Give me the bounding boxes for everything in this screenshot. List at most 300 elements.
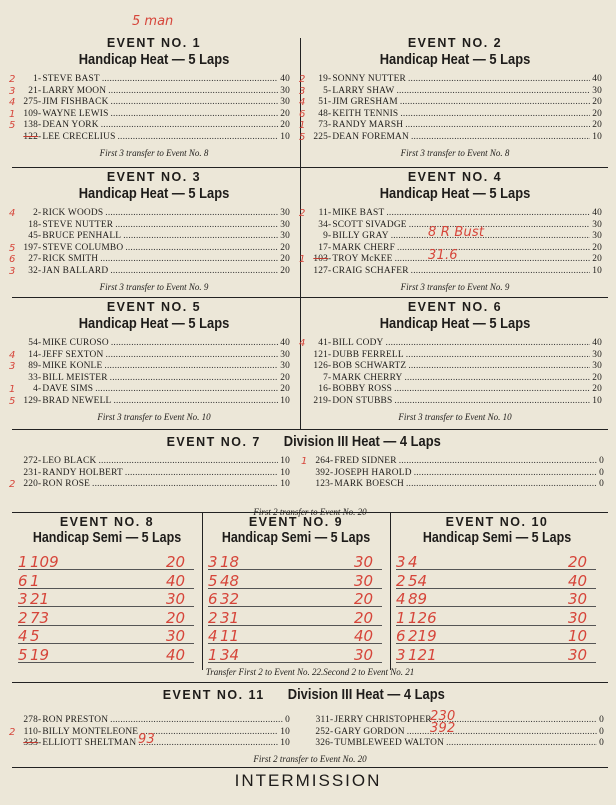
entry-row [308, 350, 602, 362]
event-7 [9, 433, 604, 517]
entry-row [18, 231, 290, 243]
driver-name: JERRY CHRISTOPHER [334, 715, 432, 725]
points: 30 [592, 85, 602, 96]
dash-separator: - [328, 242, 332, 253]
hw-mark: 4 [299, 97, 306, 109]
hw-mark: 1 [9, 384, 16, 396]
entry-row [299, 131, 602, 144]
entry-row [299, 248, 602, 266]
event-4 [299, 170, 602, 292]
event-number: EVENT NO. 7 [166, 435, 261, 449]
entry-row [9, 361, 290, 373]
entry-list [9, 338, 290, 408]
dash-separator: - [328, 231, 332, 242]
entry-row [301, 456, 604, 468]
leader-dots [397, 243, 590, 255]
dash-separator: - [38, 131, 42, 142]
car-number: 54 [28, 338, 38, 348]
entry-row [18, 132, 290, 144]
leader-dots [399, 456, 597, 468]
semi-points: 30 [166, 590, 186, 608]
entry-row [18, 732, 290, 750]
car-number: 129 [23, 395, 38, 406]
car-number: 34 [318, 219, 328, 230]
entry-row [9, 254, 290, 266]
hw-mark: 5 [299, 131, 306, 143]
car-number: 126 [313, 361, 328, 372]
semi-position: 1 [18, 553, 28, 571]
driver-name: MIKE BAST [332, 208, 385, 218]
event-title: Handicap Heat — 5 Laps [78, 315, 230, 332]
entry-row [18, 373, 290, 385]
car-number: 311 [315, 715, 330, 725]
car-number: 122 [23, 131, 38, 142]
semi-position: 6 [18, 571, 28, 590]
intermission-footer: INTERMISSION [234, 771, 382, 790]
semi-points: 30 [568, 645, 588, 664]
leader-dots [105, 350, 278, 362]
semi-car-number: 54 [408, 571, 428, 590]
driver-name: DON STUBBS [332, 395, 393, 406]
entry-row [9, 85, 290, 98]
dash-separator: - [328, 108, 332, 119]
semi-car-number: 4 [408, 553, 418, 571]
entry-row [299, 74, 602, 86]
handwritten-note: 31.6 [428, 248, 458, 264]
entry-row [9, 479, 290, 491]
dash-separator: - [330, 467, 334, 478]
driver-name: JOSEPH HAROLD [334, 467, 412, 478]
transfer-note: First 3 transfer to Event No. 8 [99, 147, 209, 158]
points: 20 [592, 254, 602, 265]
dash-separator: - [38, 384, 42, 395]
points: 30 [280, 208, 290, 218]
entry-row [9, 242, 290, 255]
driver-name: LEE CRECELIUS [42, 131, 116, 142]
driver-name: MARK CHERRY [332, 372, 403, 383]
dash-separator: - [328, 349, 332, 360]
car-number: 73 [318, 120, 328, 131]
entry-row [18, 715, 290, 727]
dash-separator: - [330, 479, 334, 490]
points: 0 [599, 456, 604, 466]
points: 20 [592, 97, 602, 108]
handwritten-note: 93 [138, 732, 155, 748]
hw-mark: 4 [9, 349, 16, 361]
event-title: Handicap Heat — 5 Laps [78, 185, 230, 202]
hw-mark: 1 [301, 456, 308, 467]
car-number: 32 [28, 265, 38, 276]
event-2 [299, 36, 602, 158]
car-number: 219 [313, 395, 328, 406]
semi-position: 2 [396, 571, 406, 590]
semi-car-number: 18 [220, 553, 240, 571]
semi-position: 5 [208, 571, 218, 590]
car-number: 392 [315, 467, 330, 478]
entry-row [308, 384, 602, 396]
event-1 [9, 36, 290, 158]
semi-position: 2 [18, 608, 28, 627]
driver-name: RANDY HOLBERT [42, 467, 123, 478]
semi-points: 20 [166, 553, 186, 571]
points: 20 [592, 120, 602, 131]
semi-position: 3 [208, 553, 218, 571]
hw-mark: 2 [299, 74, 306, 85]
entry-row [9, 120, 290, 132]
dash-separator: - [38, 108, 42, 119]
driver-name: RANDY MARSH [332, 120, 404, 131]
car-number: 9 [323, 231, 328, 242]
driver-name: BOB SCHWARTZ [332, 361, 407, 372]
semi-position: 3 [18, 590, 28, 608]
leader-dots [95, 384, 278, 396]
event-title: Handicap Heat — 5 Laps [379, 315, 531, 332]
car-number: 109 [23, 108, 38, 119]
car-number: 18 [28, 219, 38, 230]
entry-row [308, 396, 602, 408]
semi-car-number: 1 [30, 571, 40, 590]
entry-list [9, 208, 290, 278]
car-number: 1 [33, 74, 38, 84]
driver-name: LARRY MOON [42, 85, 107, 96]
points: 20 [592, 108, 602, 119]
handwritten-note: 392 [430, 720, 456, 736]
entry-row [310, 479, 604, 491]
dash-separator: - [328, 208, 332, 218]
driver-name: LARRY SHAW [332, 85, 395, 96]
dash-separator: - [38, 372, 42, 383]
entry-row [18, 220, 290, 232]
semi-position: 4 [18, 627, 28, 645]
car-number: 4 [33, 384, 38, 395]
dash-separator: - [38, 254, 42, 265]
dash-separator: - [38, 231, 42, 242]
points: 30 [280, 85, 290, 96]
entry-row [299, 108, 602, 121]
points: 20 [592, 372, 602, 383]
car-number: 33 [28, 372, 38, 383]
entry-row [9, 74, 290, 86]
hw-mark: 4 [299, 338, 306, 349]
car-number: 16 [318, 384, 328, 395]
leader-dots [101, 120, 278, 132]
entry-row [18, 468, 290, 480]
car-number: 17 [318, 242, 328, 253]
car-number: 127 [313, 265, 328, 276]
dash-separator: - [38, 74, 42, 84]
semi-car-number: 19 [30, 645, 50, 664]
event-9 [204, 515, 388, 546]
dash-separator: - [330, 456, 334, 466]
leader-dots [394, 384, 590, 396]
points: 30 [592, 219, 602, 230]
points: 10 [592, 131, 602, 142]
leader-dots [102, 74, 278, 86]
leader-dots [434, 715, 597, 727]
dash-separator: - [328, 384, 332, 395]
event-number: EVENT NO. 6 [407, 300, 503, 314]
points: 0 [599, 467, 604, 478]
leader-dots [92, 479, 278, 491]
driver-name: JAN BALLARD [42, 265, 109, 276]
transfer-note: First 3 transfer to Event No. 8 [400, 147, 510, 158]
handwritten-note: 230 [430, 709, 456, 724]
dash-separator: - [328, 219, 332, 230]
driver-name: MIKE KONLE [42, 361, 103, 372]
leader-dots [408, 74, 590, 86]
row-divider-6 [12, 767, 608, 768]
semi-transfer-note: Transfer First 2 to Event No. 22.Second 2 to Event No. 21 [205, 667, 415, 677]
leader-dots [110, 266, 278, 278]
semi-car-number: 5 [30, 627, 40, 645]
points: 10 [280, 738, 290, 749]
car-number: 45 [28, 231, 38, 242]
driver-name: BILLY GRAY [332, 231, 389, 242]
dash-separator: - [38, 85, 42, 96]
row-divider-2 [12, 297, 608, 298]
semi-car-number: 48 [220, 571, 240, 590]
semi-position: 4 [396, 590, 406, 608]
event-10 [392, 515, 602, 546]
event-8 [14, 515, 200, 546]
event-11-columns [9, 709, 604, 750]
points: 0 [599, 738, 604, 749]
transfer-note: First 3 transfer to Event No. 10 [398, 411, 512, 422]
hw-mark: 2 [299, 208, 306, 219]
points: 0 [285, 715, 290, 725]
points: 30 [280, 361, 290, 372]
entry-row [310, 468, 604, 480]
semi-position: 6 [396, 627, 406, 645]
top-handwritten-note: 5 man [132, 14, 174, 29]
car-number: 333 [23, 738, 38, 749]
dash-separator: - [328, 338, 332, 348]
leader-dots [113, 396, 278, 408]
driver-name: DEAN YORK [42, 120, 99, 131]
leader-dots [394, 396, 590, 408]
semi-points: 40 [568, 571, 588, 590]
dash-separator: - [328, 265, 332, 276]
event-title: Division III Heat — 4 Laps [287, 686, 445, 703]
dash-separator: - [38, 726, 42, 737]
dash-separator: - [38, 479, 42, 490]
driver-name: STEVE NUTTER [42, 219, 114, 230]
hw-mark: 3 [9, 265, 16, 277]
points: 20 [280, 384, 290, 395]
leader-dots [386, 208, 590, 220]
entry-row [9, 108, 290, 121]
car-number: 272 [23, 456, 38, 466]
leader-dots [111, 338, 278, 350]
points: 20 [280, 120, 290, 131]
semi-car-number: 21 [30, 590, 50, 608]
event-3 [9, 170, 290, 292]
leader-dots [395, 254, 591, 266]
hw-mark: 6 [9, 254, 16, 266]
points: 10 [280, 467, 290, 478]
entry-row [9, 208, 290, 220]
points: 10 [280, 479, 290, 490]
semi-position: 5 [18, 645, 28, 664]
car-number: 11 [318, 208, 328, 218]
leader-dots [400, 109, 590, 121]
hw-mark: 4 [9, 208, 16, 219]
dash-separator: - [328, 120, 332, 131]
driver-name: BILLY MONTELEONE [42, 726, 139, 737]
dash-separator: - [38, 467, 42, 478]
semi-divider-2 [390, 512, 391, 670]
car-number: 197 [23, 242, 38, 253]
semi-points: 30 [354, 645, 374, 664]
points: 30 [592, 231, 602, 242]
entry-row [9, 349, 290, 362]
transfer-note: First 2 transfer to Event No. 20 [253, 753, 367, 764]
points: 10 [280, 395, 290, 406]
hw-mark: 3 [9, 85, 16, 97]
driver-name: LEO BLACK [42, 456, 97, 466]
dash-separator: - [38, 349, 42, 360]
points: 30 [592, 349, 602, 360]
semi-position: 4 [208, 627, 218, 645]
entry-list-right [301, 456, 604, 491]
leader-dots [105, 208, 278, 220]
semi-points: 30 [568, 590, 588, 608]
semi-points: 20 [354, 590, 374, 608]
car-number: 51 [318, 97, 328, 108]
event-title: Handicap Semi — 5 Laps [221, 530, 371, 546]
entry-row [299, 85, 602, 98]
hw-mark: 5 [9, 395, 16, 407]
semi-result-line [396, 569, 596, 570]
entry-row [9, 395, 290, 408]
dash-separator: - [38, 738, 42, 749]
points: 40 [592, 338, 602, 348]
car-number: 27 [28, 254, 38, 265]
semi-car-number: 126 [408, 608, 437, 627]
dash-separator: - [330, 715, 334, 725]
leader-dots [100, 254, 278, 266]
car-number: 41 [318, 338, 328, 348]
dash-separator: - [328, 85, 332, 96]
driver-name: BRAD NEWELL [42, 395, 112, 406]
leader-dots [110, 373, 279, 385]
dash-separator: - [328, 74, 332, 84]
leader-dots [140, 727, 278, 739]
event-number: EVENT NO. 5 [106, 300, 202, 314]
event-5 [9, 300, 290, 422]
car-number: 89 [28, 361, 38, 372]
transfer-note: First 2 transfer to Event No. 20 [253, 506, 367, 517]
semi-points: 30 [166, 627, 186, 645]
driver-name: BILL CODY [332, 338, 384, 348]
entry-row [9, 384, 290, 396]
event-number: EVENT NO. 2 [407, 36, 503, 50]
semi-position: 1 [208, 645, 218, 664]
entry-row [9, 265, 290, 278]
car-number: 278 [23, 715, 38, 725]
event-number: EVENT NO. 1 [106, 36, 202, 50]
hw-mark: 6 [299, 108, 306, 120]
dash-separator: - [328, 361, 332, 372]
points: 20 [592, 384, 602, 395]
driver-name: TUMBLEWEED WALTON [334, 738, 445, 749]
event-title: Division III Heat — 4 Laps [283, 433, 441, 450]
leader-dots [386, 338, 591, 350]
leader-dots [138, 738, 278, 750]
semi-position: 6 [208, 590, 218, 608]
event-number: EVENT NO. 3 [106, 170, 202, 184]
row-divider-3 [12, 429, 608, 430]
entry-row [299, 120, 602, 132]
transfer-note: First 3 transfer to Event No. 9 [400, 281, 510, 292]
leader-dots [391, 231, 591, 243]
event-number: EVENT NO. 4 [407, 170, 503, 184]
driver-name: JIM GRESHAM [332, 97, 398, 108]
entry-row [299, 208, 602, 220]
entry-list [299, 74, 602, 144]
leader-dots [408, 361, 590, 373]
event-number: EVENT NO. 10 [445, 515, 549, 529]
semi-points: 30 [568, 608, 588, 627]
entry-row [308, 373, 602, 385]
points: 10 [592, 395, 602, 406]
points: 40 [280, 74, 290, 84]
handwritten-note: 8 R Bust [428, 225, 485, 241]
dash-separator: - [328, 395, 332, 406]
driver-name: MARK CHERF [332, 242, 396, 253]
dash-separator: - [328, 254, 332, 265]
semi-car-number: 11 [220, 627, 240, 645]
dash-separator: - [328, 131, 332, 142]
driver-name: DUBB FERRELL [332, 349, 404, 360]
entry-row [299, 97, 602, 109]
points: 0 [599, 726, 604, 737]
event-title: Handicap Semi — 5 Laps [32, 530, 182, 546]
driver-name: STEVE COLUMBO [42, 242, 124, 253]
entry-row [18, 338, 290, 350]
semi-divider-1 [202, 512, 203, 670]
leader-dots [414, 468, 597, 480]
car-number: 48 [318, 108, 328, 119]
car-number: 110 [23, 726, 38, 737]
car-number: 326 [315, 738, 330, 749]
points: 10 [280, 456, 290, 466]
semi-points: 40 [166, 571, 186, 590]
points: 10 [592, 265, 602, 276]
event-7-columns [9, 456, 604, 491]
dash-separator: - [38, 242, 42, 253]
entry-row [18, 456, 290, 468]
points: 20 [280, 254, 290, 265]
semi-position: 3 [396, 645, 406, 664]
entry-row [310, 709, 604, 727]
points: 40 [592, 208, 602, 218]
driver-name: WAYNE LEWIS [42, 108, 109, 119]
semi-points: 30 [354, 571, 374, 590]
semi-points: 40 [166, 645, 186, 664]
leader-dots [411, 266, 591, 278]
points: 30 [280, 349, 290, 360]
dash-separator: - [38, 219, 42, 230]
dash-separator: - [38, 265, 42, 276]
dash-separator: - [330, 726, 334, 737]
semi-points: 20 [166, 608, 186, 627]
semi-car-number: 32 [220, 590, 240, 608]
driver-name: TROY McKEE [332, 254, 393, 265]
leader-dots [396, 86, 590, 98]
leader-dots [446, 738, 597, 750]
hw-mark: 1 [299, 120, 306, 132]
